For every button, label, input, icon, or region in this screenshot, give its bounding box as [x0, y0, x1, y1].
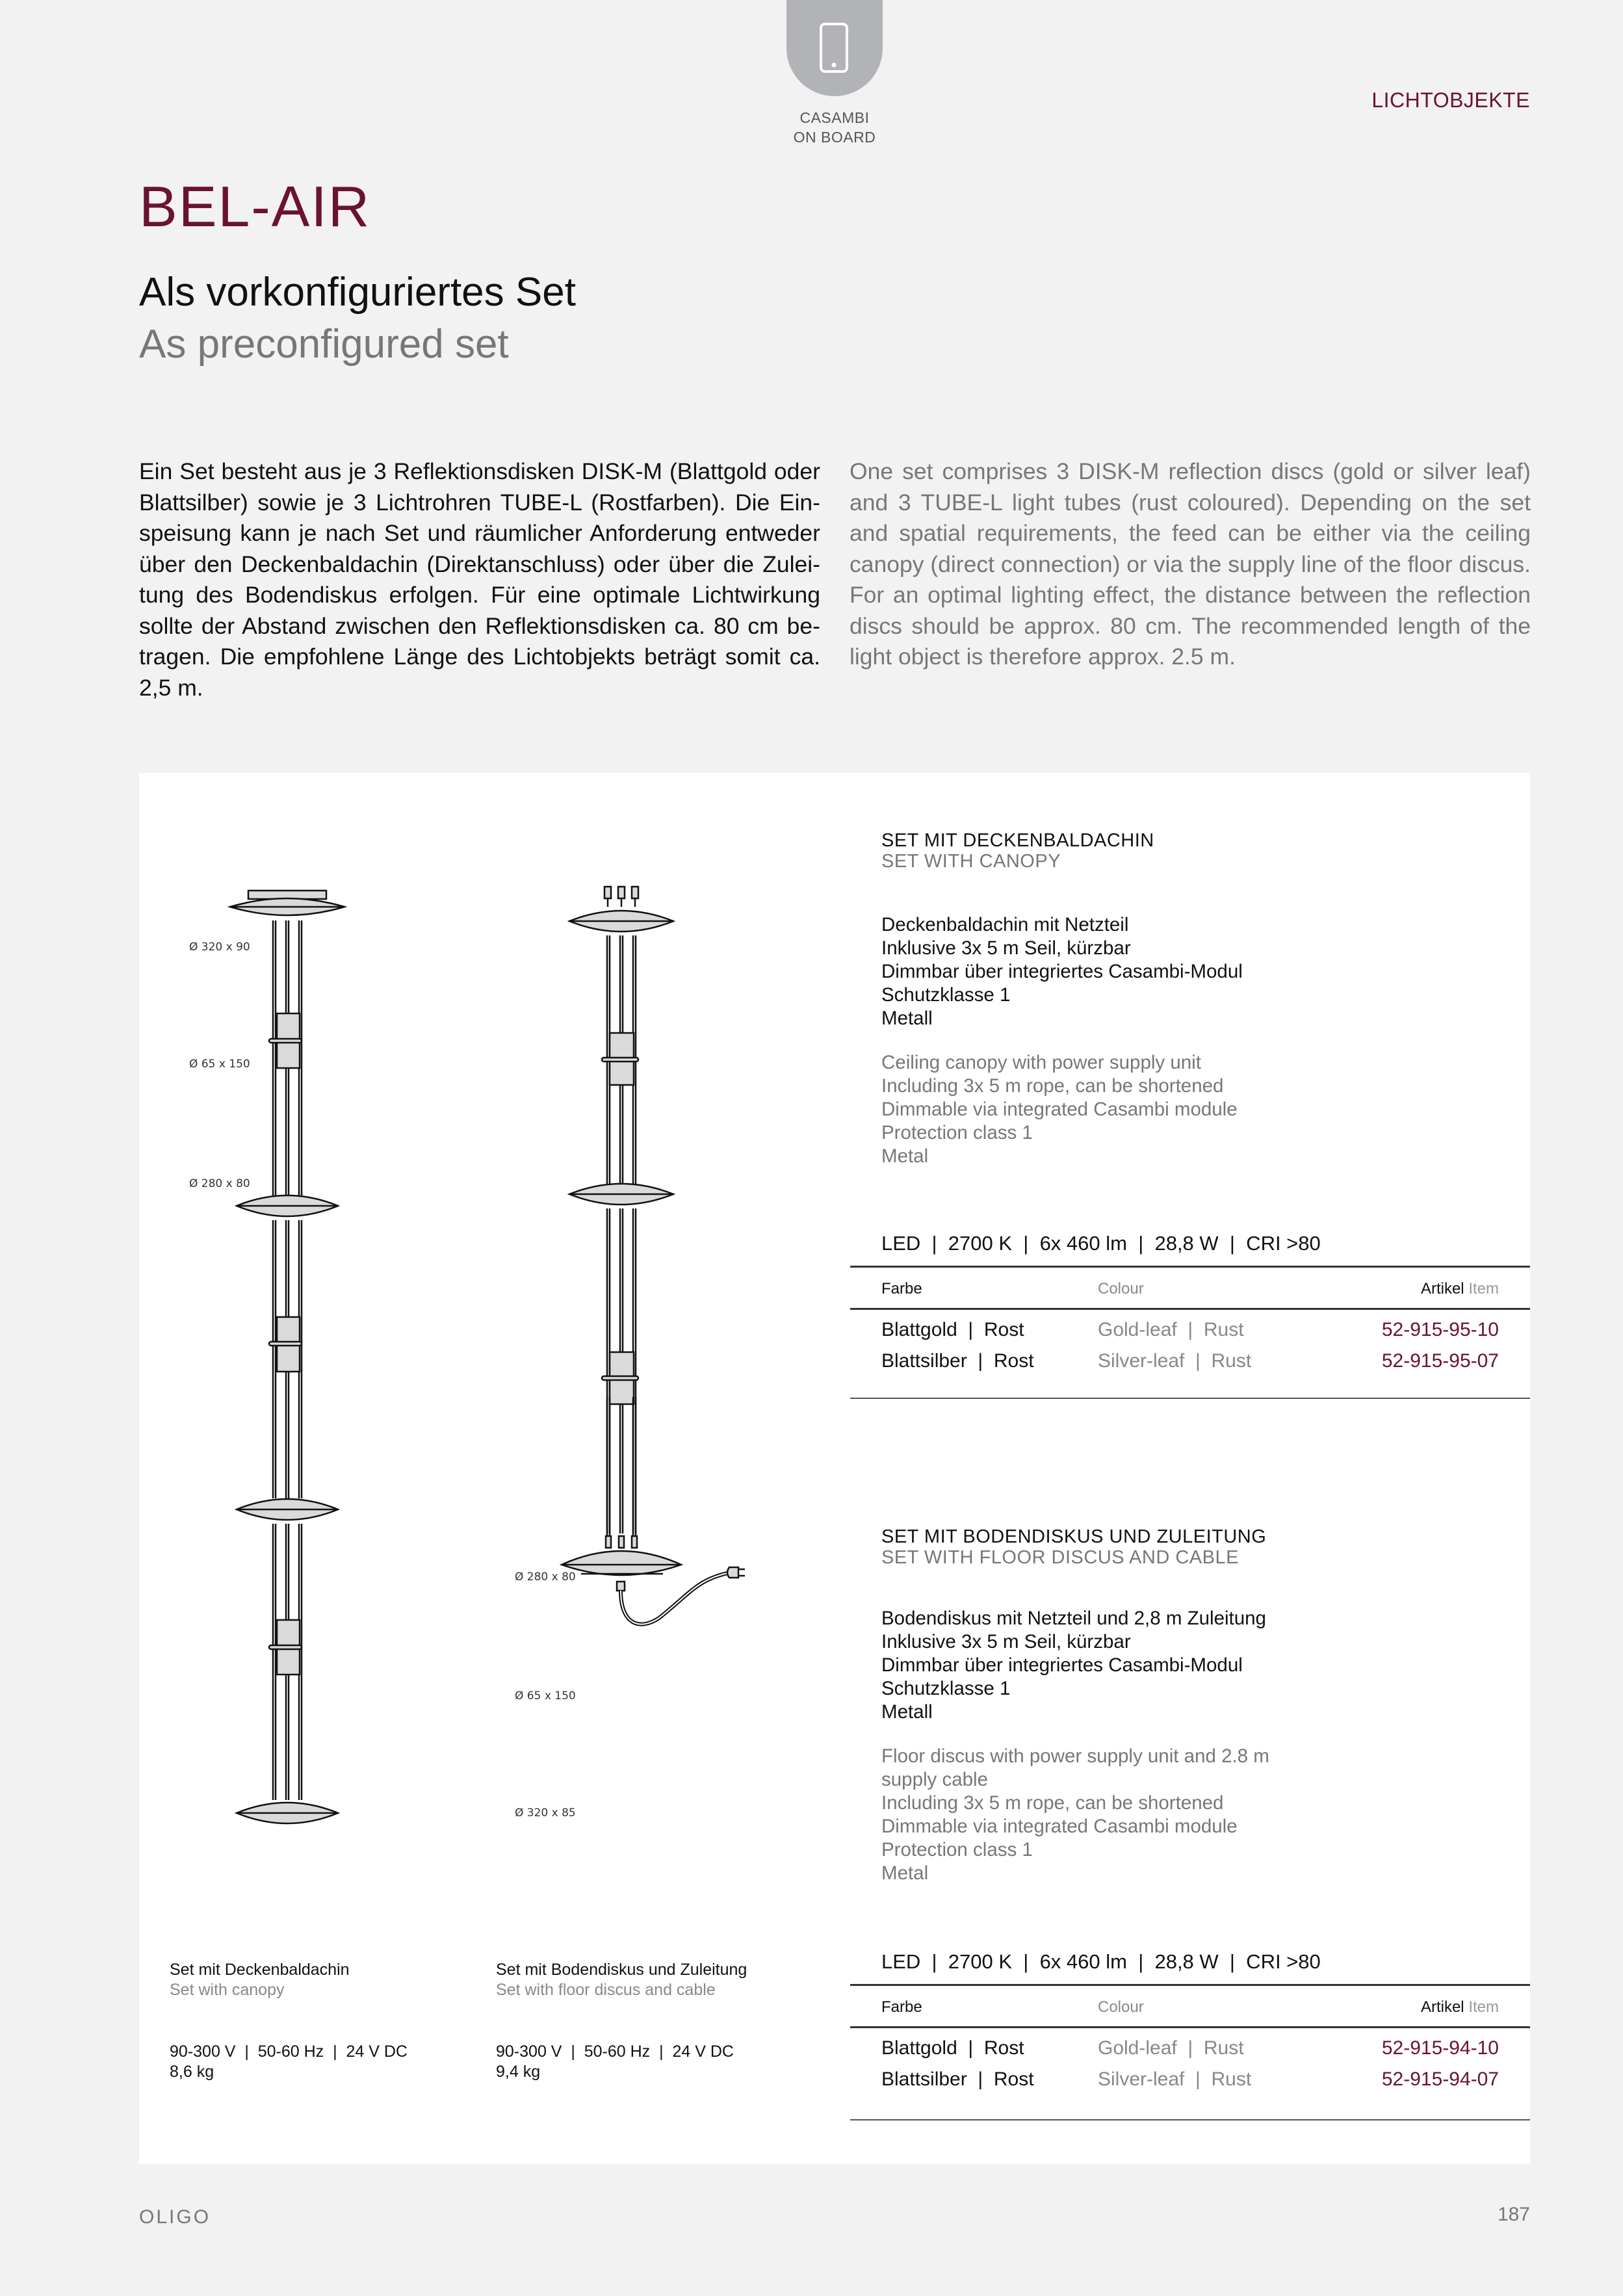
feature-item: Schutzklasse 1 [881, 1678, 1011, 1699]
colour-german: Blattgold | Rost [881, 1319, 1024, 1340]
feature-item: Ceiling canopy with power supply unit [881, 1052, 1201, 1073]
column-header-farbe: Farbe [881, 1280, 922, 1298]
feature-list-english [881, 1745, 1323, 1885]
table-divider [850, 1266, 1530, 1268]
weight: 9,4 kg [496, 2063, 541, 2081]
table-divider [850, 1308, 1530, 1310]
feature-item: Metal [881, 1862, 929, 1884]
dimension-label: Ø 65 x 150 [515, 1689, 576, 1702]
table-divider [850, 2026, 1530, 2028]
column-header-colour: Colour [1098, 1998, 1144, 2016]
weight: 8,6 kg [170, 2063, 214, 2081]
drawing-caption [496, 1960, 747, 2000]
colour-german: Blattgold | Rost [881, 2037, 1024, 2059]
feature-item: Protection class 1 [881, 1122, 1033, 1143]
page-number: 187 [1497, 2204, 1530, 2225]
drawing-caption [170, 1960, 350, 2000]
feature-list-german [881, 1607, 1266, 1724]
column-header-artikel: Artikel [1420, 1998, 1464, 2016]
caption-german: Set mit Deckenbaldachin [170, 1961, 350, 1979]
dimension-label: Ø 65 x 150 [189, 1058, 250, 1071]
feature-item: Metall [881, 1701, 933, 1723]
subtitle-english: As preconfigured set [139, 322, 509, 367]
column-header-item: Item [1468, 1998, 1499, 2016]
column-header-article [1421, 1280, 1499, 1298]
set-heading-german: SET MIT DECKENBALDACHIN [881, 830, 1154, 851]
column-header-item: Item [1468, 1280, 1499, 1298]
feature-item: Dimmbar über integriertes Casambi-Modul [881, 961, 1243, 982]
intro-text-german: Ein Set besteht aus je 3 Reflektionsdisken DISK-M (Blattgold oder Blattsilber) sowie je 3 Lichtrohren TUBE-L (Rostfarben). Die Einspeisung kann je nach Set und räumlicher Anforderung entweder über den Deckenbaldachin (Direktanschluss) oder über die Zuleitung des Bodendiskus erfolgen. Für eine optimale Lichtwirkung sollte der Abstand zwischen den Reflektionsdisken ca. 80 cm betragen. Die empfohlene Länge des Lichtobjekts beträgt somit ca. 2,5 m. [139, 458, 820, 701]
table-divider [850, 1984, 1530, 1986]
colour-english: Gold-leaf | Rust [1098, 2037, 1244, 2059]
led-spec: LED | 2700 K | 6x 460 lm | 28,8 W | CRI >80 [881, 1950, 1321, 1973]
intro-text-english: One set comprises 3 DISK-M reflection discs (gold or silver leaf) and 3 TUBE-L light tubes (rust coloured). Depending on the set and spatial requirements, the feed can be either via the ceiling canopy (direct connection) or via the supply line of the floor discus. For an optimal lighting effect, the distance between the reflection discs should be approx. 80 cm. The recommended length of the light object is therefore approx. 2.5 m. [850, 458, 1531, 670]
badge-line-2: ON BOARD [793, 129, 876, 146]
feature-item: Metall [881, 1008, 933, 1029]
brand-logo: OLIGO [139, 2206, 211, 2228]
feature-item: Including 3x 5 m rope, can be shortened [881, 1792, 1224, 1814]
feature-item: Schutzklasse 1 [881, 984, 1011, 1006]
supply-cable [621, 1572, 731, 1624]
feature-item: Including 3x 5 m rope, can be shortened [881, 1075, 1224, 1097]
product-card [139, 773, 1530, 2164]
feature-item: Floor discus with power supply unit and 2.8 m supply cable [881, 1745, 1269, 1790]
feature-item: Inklusive 3x 5 m Seil, kürzbar [881, 1631, 1131, 1652]
column-header-artikel: Artikel [1420, 1280, 1464, 1298]
casambi-badge [786, 0, 883, 96]
set-canopy-block [850, 830, 1530, 1415]
dimension-label: Ø 280 x 80 [189, 1177, 250, 1190]
electrical-spec: 90-300 V | 50-60 Hz | 24 V DC [170, 2042, 408, 2061]
colour-english: Silver-leaf | Rust [1098, 1350, 1252, 1372]
dimension-label: Ø 280 x 80 [515, 1571, 576, 1584]
casambi-badge-label [747, 108, 922, 147]
canopy-set-illustration [217, 883, 386, 1885]
plug-icon [727, 1567, 738, 1578]
column-header-farbe: Farbe [881, 1998, 922, 2016]
article-number: 52-915-94-07 [1381, 2068, 1499, 2090]
category-label: LICHTOBJEKTE [1371, 88, 1530, 112]
column-header-colour: Colour [1098, 1280, 1144, 1298]
set-floor-block [850, 1526, 1530, 2144]
feature-item: Dimmable via integrated Casambi module [881, 1099, 1238, 1120]
floor-disc [562, 1551, 681, 1575]
feature-item: Bodendiskus mit Netzteil und 2,8 m Zuleitung [881, 1608, 1266, 1629]
article-number: 52-915-95-10 [1381, 1319, 1499, 1340]
table-divider [850, 1398, 1530, 1399]
led-spec: LED | 2700 K | 6x 460 lm | 28,8 W | CRI >80 [881, 1232, 1321, 1255]
caption-german: Set mit Bodendiskus und Zuleitung [496, 1961, 747, 1979]
feature-item: Dimmable via integrated Casambi module [881, 1816, 1238, 1837]
page-title: BEL-AIR [139, 174, 371, 239]
set-heading-english: SET WITH FLOOR DISCUS AND CABLE [881, 1547, 1239, 1568]
feature-list-english [881, 1051, 1323, 1168]
feature-item: Metal [881, 1145, 929, 1167]
caption-english: Set with canopy [170, 1981, 285, 1999]
dimension-label: Ø 320 x 85 [515, 1807, 576, 1820]
colour-german: Blattsilber | Rost [881, 2068, 1034, 2090]
electrical-spec: 90-300 V | 50-60 Hz | 24 V DC [496, 2042, 734, 2061]
set-heading-english: SET WITH CANOPY [881, 851, 1061, 872]
colour-german: Blattsilber | Rost [881, 1350, 1034, 1372]
table-divider [850, 2119, 1530, 2120]
subtitle-german: Als vorkonfiguriertes Set [139, 270, 576, 315]
set-heading-german: SET MIT BODENDISKUS UND ZULEITUNG [881, 1526, 1267, 1547]
colour-english: Silver-leaf | Rust [1098, 2068, 1252, 2090]
article-number: 52-915-95-07 [1381, 1350, 1499, 1372]
colour-english: Gold-leaf | Rust [1098, 1319, 1244, 1340]
feature-item: Dimmbar über integriertes Casambi-Modul [881, 1654, 1243, 1676]
dimension-label: Ø 320 x 90 [189, 941, 250, 954]
article-number: 52-915-94-10 [1381, 2037, 1499, 2059]
caption-english: Set with floor discus and cable [496, 1981, 716, 1999]
feature-item: Inklusive 3x 5 m Seil, kürzbar [881, 937, 1131, 959]
smartphone-icon [819, 22, 850, 74]
feature-list-german [881, 913, 1243, 1030]
column-header-article [1421, 1998, 1499, 2016]
floor-set-illustration [542, 883, 763, 1917]
feature-item: Protection class 1 [881, 1839, 1033, 1860]
feature-item: Deckenbaldachin mit Netzteil [881, 914, 1129, 935]
badge-line-1: CASAMBI [799, 109, 870, 126]
